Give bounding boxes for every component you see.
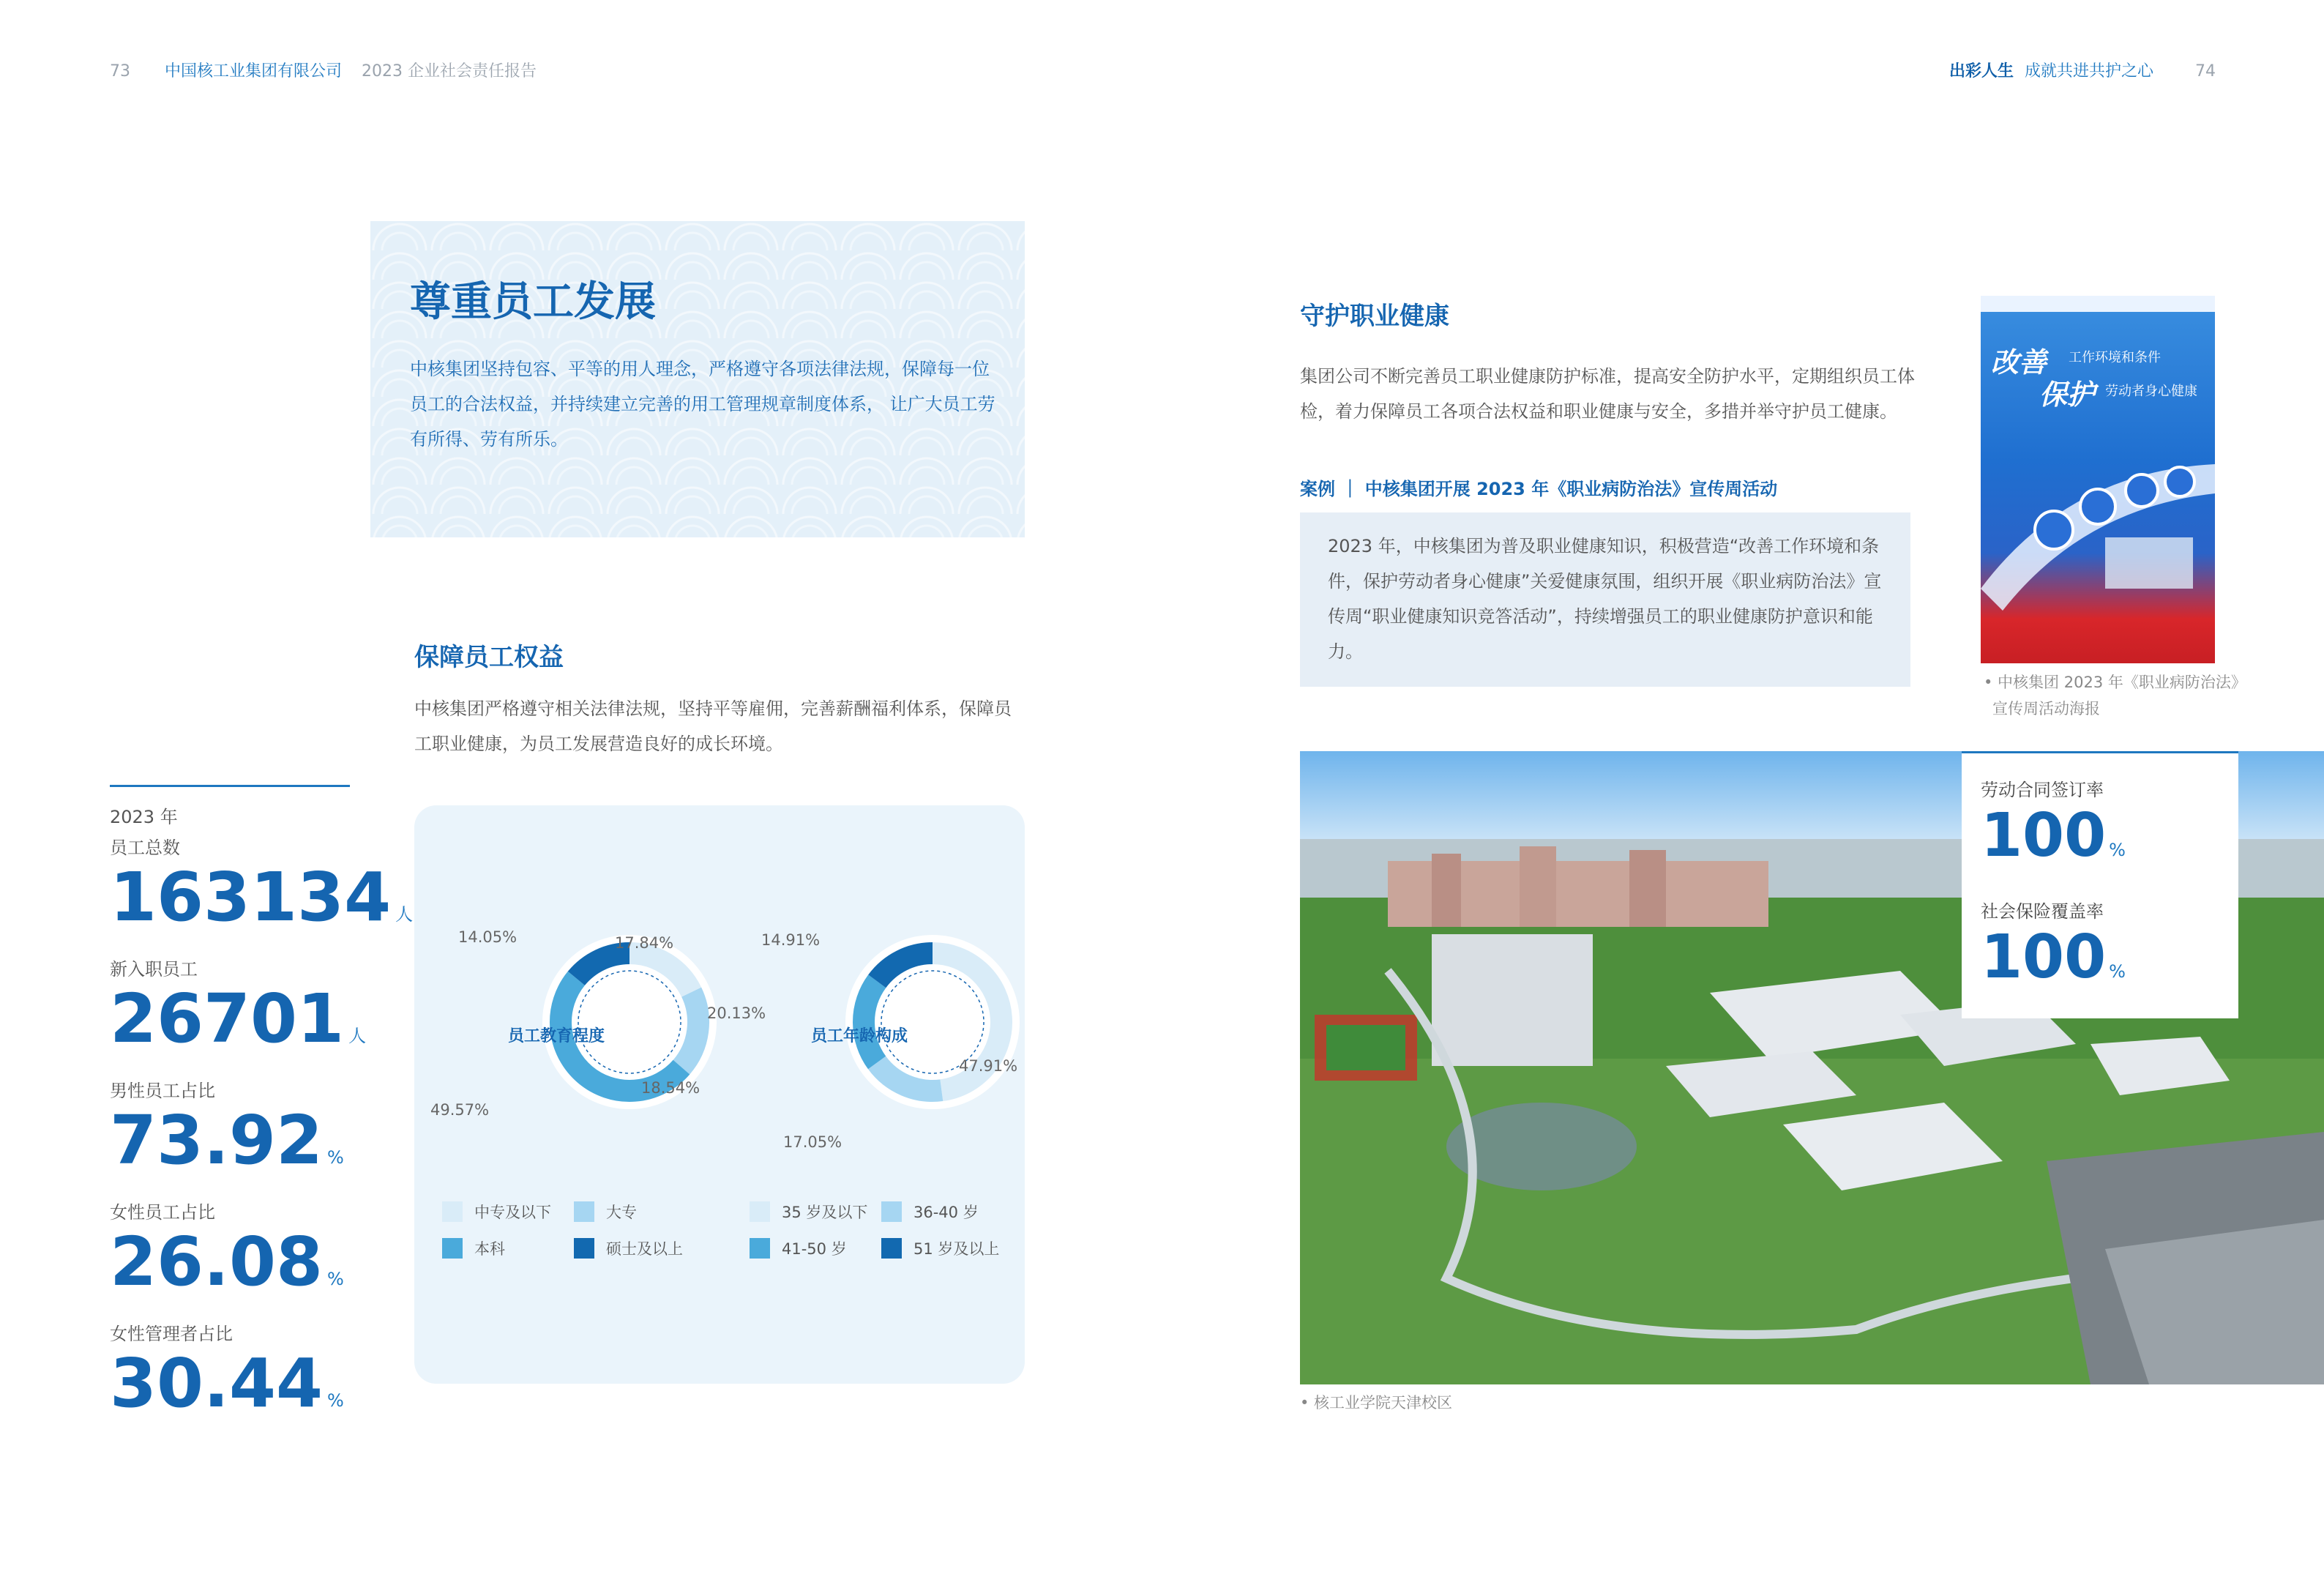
case-text: 2023 年，中核集团为普及职业健康知识，积极营造“改善工作环境和条件，保护劳动者身心健康”关爱健康氛围，组织开展《职业病防治法》宣传周“职业健康知识竞答活动”，持续增强员工的职业健康防护意识和能力。	[1328, 536, 1882, 662]
legend-label: 中专及以下	[474, 1204, 551, 1221]
poster-caption-2: 宣传周活动海报	[1992, 700, 2100, 717]
stat-number: 163134	[110, 858, 392, 936]
page-header-right	[1949, 59, 2216, 81]
legend-swatch	[442, 1238, 463, 1259]
poster-subline-1: 工作环境和条件	[2069, 350, 2161, 365]
stat-unit: 人	[348, 1026, 367, 1046]
legend-item	[442, 1201, 551, 1223]
stat-label-new: 新入职员工	[110, 959, 198, 980]
report-name: 2023 企业社会责任报告	[362, 62, 537, 81]
legend-swatch	[574, 1201, 594, 1222]
legend-swatch	[750, 1201, 770, 1222]
legend-item	[574, 1237, 683, 1259]
stat-number: 26701	[110, 980, 345, 1058]
card-unit: %	[2109, 961, 2126, 982]
poster-illustration	[1981, 442, 2215, 611]
stat-value-female	[110, 1223, 344, 1301]
age-pct-label: 47.91%	[959, 1057, 1018, 1075]
legend-swatch	[442, 1201, 463, 1222]
legend-label: 大专	[606, 1204, 637, 1221]
stat-unit: 人	[395, 904, 414, 925]
edu-chart-title: 员工教育程度	[507, 1027, 605, 1045]
health-text: 集团公司不断完善员工职业健康防护标准，提高安全防护水平，定期组织员工体检，着力保障员工各项合法权益和职业健康与安全，多措并举守护员工健康。	[1300, 366, 1915, 422]
card-value-contract	[1981, 801, 2126, 870]
stat-card	[1962, 751, 2238, 1018]
legend-label: 36-40 岁	[913, 1204, 979, 1221]
card-label-insurance: 社会保险覆盖率	[1981, 901, 2104, 922]
stat-value-total	[110, 858, 414, 936]
legend-item	[750, 1201, 867, 1223]
edu-pct-label: 14.05%	[458, 928, 518, 946]
case-label: 案例 ｜ 中核集团开展 2023 年《职业病防治法》宣传周活动	[1300, 479, 1778, 499]
age-pct-label: 20.13%	[707, 1004, 766, 1022]
stat-label-female: 女性员工占比	[110, 1202, 215, 1223]
stat-unit: %	[327, 1269, 344, 1289]
stats-rule	[110, 785, 350, 787]
page-number-left: 73	[110, 62, 130, 81]
stat-number: 73.92	[110, 1101, 324, 1179]
stat-label-female-mgr: 女性管理者占比	[110, 1324, 233, 1344]
card-number: 100	[1981, 922, 2107, 992]
stat-value-new	[110, 980, 367, 1058]
stat-number: 30.44	[110, 1344, 324, 1423]
page-number-right: 74	[2195, 62, 2216, 81]
stat-value-female-mgr	[110, 1344, 344, 1423]
stat-number: 26.08	[110, 1223, 324, 1301]
stat-label-male: 男性员工占比	[110, 1081, 215, 1101]
legend-label: 35 岁及以下	[782, 1204, 868, 1221]
legend-item	[881, 1201, 979, 1223]
edu-pct-label: 49.57%	[430, 1101, 490, 1119]
photo-caption: • 核工业学院天津校区	[1300, 1394, 1453, 1412]
poster-image	[1981, 296, 2215, 663]
card-label-contract: 劳动合同签订率	[1981, 780, 2104, 800]
legend-swatch	[881, 1201, 902, 1222]
edu-pct-label: 17.84%	[615, 934, 674, 952]
card-unit: %	[2109, 840, 2126, 860]
legend-item	[881, 1237, 999, 1259]
health-title: 守护职业健康	[1300, 302, 1449, 331]
card-number: 100	[1981, 801, 2107, 870]
page-header-left	[110, 59, 537, 81]
org-name: 中国核工业集团有限公司	[165, 62, 343, 81]
poster-headline-1: 改善	[1991, 346, 2047, 379]
poster-headline-2: 保护	[2039, 379, 2096, 411]
age-chart-title: 员工年龄构成	[810, 1027, 908, 1045]
legend-label: 本科	[474, 1240, 505, 1258]
legend-swatch	[881, 1238, 902, 1259]
stat-unit: %	[327, 1390, 344, 1411]
poster-top-band	[1981, 296, 2215, 312]
stats-year: 2023 年	[110, 807, 178, 827]
stat-unit: %	[327, 1147, 344, 1168]
edu-pct-label: 18.54%	[641, 1079, 700, 1097]
card-value-insurance	[1981, 922, 2126, 992]
rights-text: 中核集团严格遵守相关法律法规，坚持平等雇佣，完善薪酬福利体系，保障员工职业健康，为员工发展营造良好的成长环境。	[414, 698, 1012, 754]
legend-label: 41-50 岁	[782, 1240, 847, 1258]
legend-label: 51 岁及以上	[913, 1240, 1000, 1258]
legend-label: 硕士及以上	[606, 1240, 683, 1258]
stat-label-total: 员工总数	[110, 838, 180, 858]
legend-swatch	[750, 1238, 770, 1259]
section-name: 出彩人生	[1949, 62, 2014, 81]
stat-value-male	[110, 1101, 344, 1179]
age-pct-label: 14.91%	[761, 931, 821, 949]
legend-item	[574, 1201, 637, 1223]
intro-text: 中核集团坚持包容、平等的用人理念，严格遵守各项法律法规，保障每一位员工的合法权益，并持续建立完善的用工管理规章制度体系， 让广大员工劳有所得、劳有所乐。	[410, 359, 995, 450]
poster-caption-1: • 中核集团 2023 年《职业病防治法》	[1984, 674, 2246, 691]
rights-title: 保障员工权益	[414, 643, 564, 672]
age-pct-label: 17.05%	[783, 1133, 842, 1151]
legend-item	[750, 1237, 847, 1259]
legend-swatch	[574, 1238, 594, 1259]
legend-item	[442, 1237, 505, 1259]
section-subtitle: 成就共进共护之心	[2024, 62, 2153, 81]
intro-title: 尊重员工发展	[410, 278, 656, 326]
poster-subline-2: 劳动者身心健康	[2105, 384, 2197, 399]
